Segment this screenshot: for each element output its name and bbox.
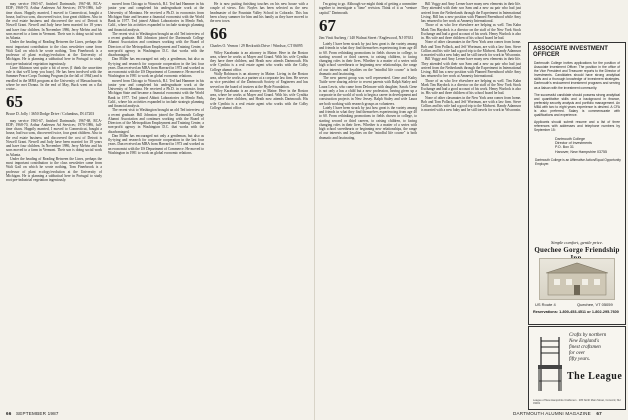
paragraph: Those of us who live elsewhere are helping as well. Tim Kahn Mark Tim Haydock is a director on the staff of the New York Stock Exchange and had a good account of his work. Henry Warlock is also in. His wife and three children of his school board he had. <box>421 78 521 96</box>
inn-building-illustration <box>539 258 615 300</box>
paragraph: He is now putting finishing touches on his new house with a couple of views. Eric Noyles has been selected as the new headmaster of the Fountain Valley School in Colorado. This has been a busy summer for him and his family as they have moved to the new town. <box>210 2 308 23</box>
paragraph: The recent visit to Washington brought an old Ted interview of a recent graduate. Bill Johnston joined the Dartmouth College Alumni Association and continues working with the Board of Directors of the Metropolitan Employment and Training Center, a non-profit agency in Washington D.C. that works with the disadvantaged. <box>108 108 204 134</box>
inn-route: US Route 4 <box>535 302 556 307</box>
inn-reservations: Reservations: 1-800-453-4511 or 1-802-295-7600 <box>533 310 619 314</box>
left-column-1 <box>6 2 102 407</box>
league-ad-box <box>528 326 626 410</box>
class-secretary-address: Bruce D. Jolly / 3650 Dodge Drive / Columbus, IN 47203 <box>6 112 95 117</box>
inn-tagline: Simple comfort, gentle price. <box>550 240 604 245</box>
league-logo: The League <box>567 371 623 382</box>
paragraph: Bill Voggy and Amy Lerner have many new elements in their life. They attended with their son Sam and a new au pair who had just arrived from the Netherlands through the Experiment in International Living. Bill has a new position with Planned Parenthood while Amy has returned to her work at Amnesty International. <box>421 57 521 79</box>
inn-ad-box <box>528 238 626 325</box>
address-line: P.O. Box 31 <box>555 145 574 150</box>
slogan-line: Crafts by northern <box>569 333 607 338</box>
job-ad-title: ASSOCIATE INVESTMENT OFFICER <box>533 46 608 58</box>
eoe-statement: Dartmouth College is an Affirmative Action/Equal Opportunity Employer. <box>535 158 621 167</box>
right-column-2 <box>421 2 521 407</box>
league-slogan <box>569 333 606 363</box>
page-number: 67 <box>596 411 602 416</box>
class-number-65: 65 <box>6 92 23 112</box>
class-number-66: 66 <box>210 24 227 44</box>
paragraph: Those of us who live elsewhere are helping as well. Tim Kahn Mark Tim Haydock is a director on the staff of the New York Stock Exchange and had a good account of his work. Henry Warlock is also in. His wife and three children of his school board he had. <box>421 23 521 40</box>
address-line: Hanover, New Hampshire 03755 <box>555 149 607 154</box>
left-column-3 <box>210 2 308 407</box>
chair-illustration <box>535 335 565 393</box>
paragraph: Wiley Karabanin is an attorney in Maine. Here in the Boston area, where he works at Mayer and Grand. With his wife Cynthia they have three children, and Heath now attends Dartmouth. His wife Cynthia is a real estate agent who works with the Colby College alumni office. <box>210 50 308 72</box>
left-column-2 <box>108 2 204 407</box>
paragraph: Lime Atkinson sent quite a bit of news (I think the unwritten rule is that we'll keep you busy). He has been involved with the Summer Peace Corps Training Program (in the fall of 1964) and is enrolled in the MBA program at the University of Massachusetts, where he met Donna. In the end of May, Buck went on a flat cruise... <box>6 65 102 91</box>
paragraph: Dan Miller has encouraged not only a gentleman, but also as fly-tying and research for corporate cooperation in the last four years. Dan received an MBA from Harvard in 1973 and worked as an economist with the US Department of Commerce. He moved to Washington in 1981 to work on global economic relations. <box>108 57 204 79</box>
issue-label: SEPTEMBER 1987 <box>16 411 59 416</box>
slogan-line: New England's <box>569 339 600 344</box>
paragraph: moved from Chicago to Warwick, R.I. Ted had Hammer in his junior year and completed his undergraduate work at the University of Montana. He received a Ph.D. in economics from Michigan State and became a financial economist with the World Bank in 1977. Ted joined Abbott Laboratories in Menlo Park, Calif., where his activities expanded to include strategic planning and financial analysis. <box>108 78 204 108</box>
chair-icon <box>535 335 565 393</box>
paragraph: Wiley Karabanin is an attorney in Maine. Here in the Boston area, where he works at Mayer and Grand. With his wife Cynthia they have three children, and Heath now attends Dartmouth. His wife Cynthia is a real estate agent who works with the Colby College alumni office. <box>210 88 308 110</box>
paragraph: Lately I have been struck by just how great is the variety among and friends in what they find themselves experiencing from age 40 to 60. From rethinking promotions in fields chosen in college, to starting second or third careers, to raising children, to facing changing roles in their lives. Whether is a matter of a series with high school sweethearts or beginning new relationships, the range of our interests and loyalties on the "mindful life course" is both dramatic and fascinating. <box>319 105 417 140</box>
paragraph: None of other classmates in the New York area comes from home. Bob and Tom Pollack, and Jeff Wortman, are with a law firm. Steve Collins and his wife had a good trip to the Midwest. Randy Adamson is married with a new baby and he still travels for work in Wisconsin. <box>421 95 521 113</box>
slogan-line: fifty years. <box>569 357 591 362</box>
slogan-line: for over <box>569 351 585 356</box>
paragraph: The new parent group was well represented. Gene and Kathy Tuttle were sharing advice to recent parents with Ralph Staley and Laura Lewis, who came from Delaware with daughter, Sarah. Gene is not only a has a child but a new profession, having given up a corporate in the world of work to begin a career in development and construction projects in New Jersey. Ralph Staley and wife Laura are both working with research groups as volunteers. <box>319 76 417 106</box>
job-ad-body-3: Applicants should submit resume and a list of three references with addresses and telephone numbers by September 15: <box>534 120 620 133</box>
class-secretary-address: Charles O. Vernon / 29 Beckwith Drive / Windsor, CT 06095 <box>210 44 303 49</box>
slogan-line: finest craftsmen <box>569 345 601 350</box>
paragraph: Under the heading of Reading Between the Lines, perhaps the most important contribution to the class newsletter came from Walt Gail on which he wrote nothing. Tom Finerbrook is a professor of plant ecology/evolution at the University of Michigan. He is planning a sabbatical here in Portugal to study root pre-industrial vegetation ingeniously. <box>6 40 102 66</box>
right-footer <box>513 411 605 416</box>
right-column-1 <box>319 2 417 407</box>
address-line: Director of Investments <box>555 140 592 145</box>
paragraph: Lately I have been struck by just how great is the variety among and friends in what they find themselves experiencing from age 40 to 60. From rethinking promotions in fields chosen in college, to starting second or third careers, to raising children, to facing changing roles in their lives. Whether is a matter of a series with high school sweethearts or beginning new relationships, the range of our interests and loyalties on the "mindful life course" is both dramatic and fascinating. <box>319 42 417 76</box>
inn-building-icon <box>540 259 614 299</box>
paragraph: Bill Voggy and Amy Lerner have many new elements in their life. They attended with their son Sam and a new au pair who had just arrived from the Netherlands through the Experiment in International Living. Bill has a new position with Planned Parenthood while Amy has returned to her work at Amnesty International. <box>421 2 521 23</box>
job-ad-body-2: The successful candidate should possess strong analytical and quantitative skills and a background in finance, preferably security analysis and portfolio management. An MBA with two to eight years experience is desired. A CFA is also preferred. Salary is commensurate with qualifications and experience. <box>534 92 620 118</box>
paragraph: moved from Chicago to Warwick, R.I. Ted had Hammer in his junior year and completed his undergraduate work at the University of Montana. He received a Ph.D. in economics from Michigan State and became a financial economist with the World Bank in 1977. Ted joined Abbott Laboratories in Menlo Park, Calif., where his activities expanded to include strategic planning and financial analysis. <box>108 2 204 32</box>
paragraph: None of other classmates in the New York area comes from home. Bob and Tom Pollack, and Jeff Wortman, are with a law firm. Steve Collins and his wife had a good trip to the Midwest. Randy Adamson is married with a new baby and he still travels for work in Wisconsin. <box>421 40 521 57</box>
left-footer <box>6 411 59 416</box>
paragraph: may service 1965-67, finished Dartmouth; 1967-68, RCA-EDP; 1968-70, Arthur Andersen Ad Services; 1970-1986, full-time chaos. Happily married, I moved to Connecticut, bought a house, had two sons, discovered twice, four great children. Also in the real estate business and discovered the cost of Detroit is Nowell Grant. Newell and Judy have been married for 18 years and have four children. In November 1986, Jerry Melvin and his sons moved to a farm in Vermont. Their son is doing social work in Atlanta. <box>6 118 102 157</box>
paragraph: may service 1965-67, finished Dartmouth; 1967-68, RCA-EDP; 1968-70, Arthur Andersen Ad Services; 1970-1986, full-time chaos. Happily married, I moved to Connecticut, bought a house, had two sons, discovered twice, four great children. Also in the real estate business and discovered the cost of Detroit is Nowell Grant. Newell and Judy have been married for 18 years and have four children. In November 1986, Jerry Melvin and his sons moved to a farm in Vermont. Their son is doing social work in Atlanta. <box>6 2 102 40</box>
league-fine-print: League of New Hampshire Craftsmen · 205 North Main Street, Concord, NH 03301 <box>533 399 621 405</box>
paragraph: Dan Miller has encouraged not only a gentleman, but also as fly-tying and research for corporate cooperation in the last four years. Dan received an MBA from Harvard in 1973 and worked as an economist with the US Department of Commerce. He moved to Washington in 1981 to work on global economic relations. <box>108 133 204 155</box>
paragraph: Wally Robinson is an attorney in Maine. Living in the Boston area, where he works as a partner at a corporate law firm. He serves as vice president of the Dartmouth Society of Engineers and has served on the board of trustees at the Hyde Foundation. <box>210 71 308 89</box>
page-number: 66 <box>6 411 12 416</box>
paragraph: Under the heading of Reading Between the Lines, perhaps the most important contribution to the class newsletter came from Walt Gail on which he wrote nothing. Tom Finerbrook is a professor of plant ecology/evolution at the University of Michigan. He is planning a sabbatical here in Portugal to study root pre-industrial vegetation ingeniously. <box>6 156 102 183</box>
address-line: Dartmouth College <box>555 136 585 141</box>
class-secretary-address: Jim Vinti Aurberg / 140 Walnut Street / Englewood, NJ 07631 <box>319 35 414 40</box>
job-ad-box <box>528 42 626 240</box>
inn-name: Quechee Gorge Friendship <box>534 246 620 254</box>
inn-town: Quechee, VT 05059 <box>577 302 613 307</box>
magazine-label: DARTMOUTH ALUMNI MAGAZINE <box>513 411 591 416</box>
paragraph: The recent visit to Washington brought an old Ted interview of a recent graduate. Bill Johnston joined the Dartmouth College Alumni Association and continues working with the Board of Directors of the Metropolitan Employment and Training Center, a non-profit agency in Washington D.C. that works with the disadvantaged. <box>108 31 204 57</box>
job-ad-address <box>555 137 625 155</box>
paragraph: I'm going to go. Although we might think of getting a committee together to investigate a "time" revision. Think of it as "venture capital." Dartmouth. <box>319 2 417 15</box>
class-number-67: 67 <box>319 15 336 35</box>
job-ad-body: Dartmouth College invites applications for the position of Associate Investment Officer. The position in the office of the Vice President and Treasurer reports to the Director of Investments. Candidates should have strong analytical skills and a thorough knowledge of investment strategies. Dartmouth's endowment investment programs and serving as a liaison with the investment community. <box>534 61 620 90</box>
